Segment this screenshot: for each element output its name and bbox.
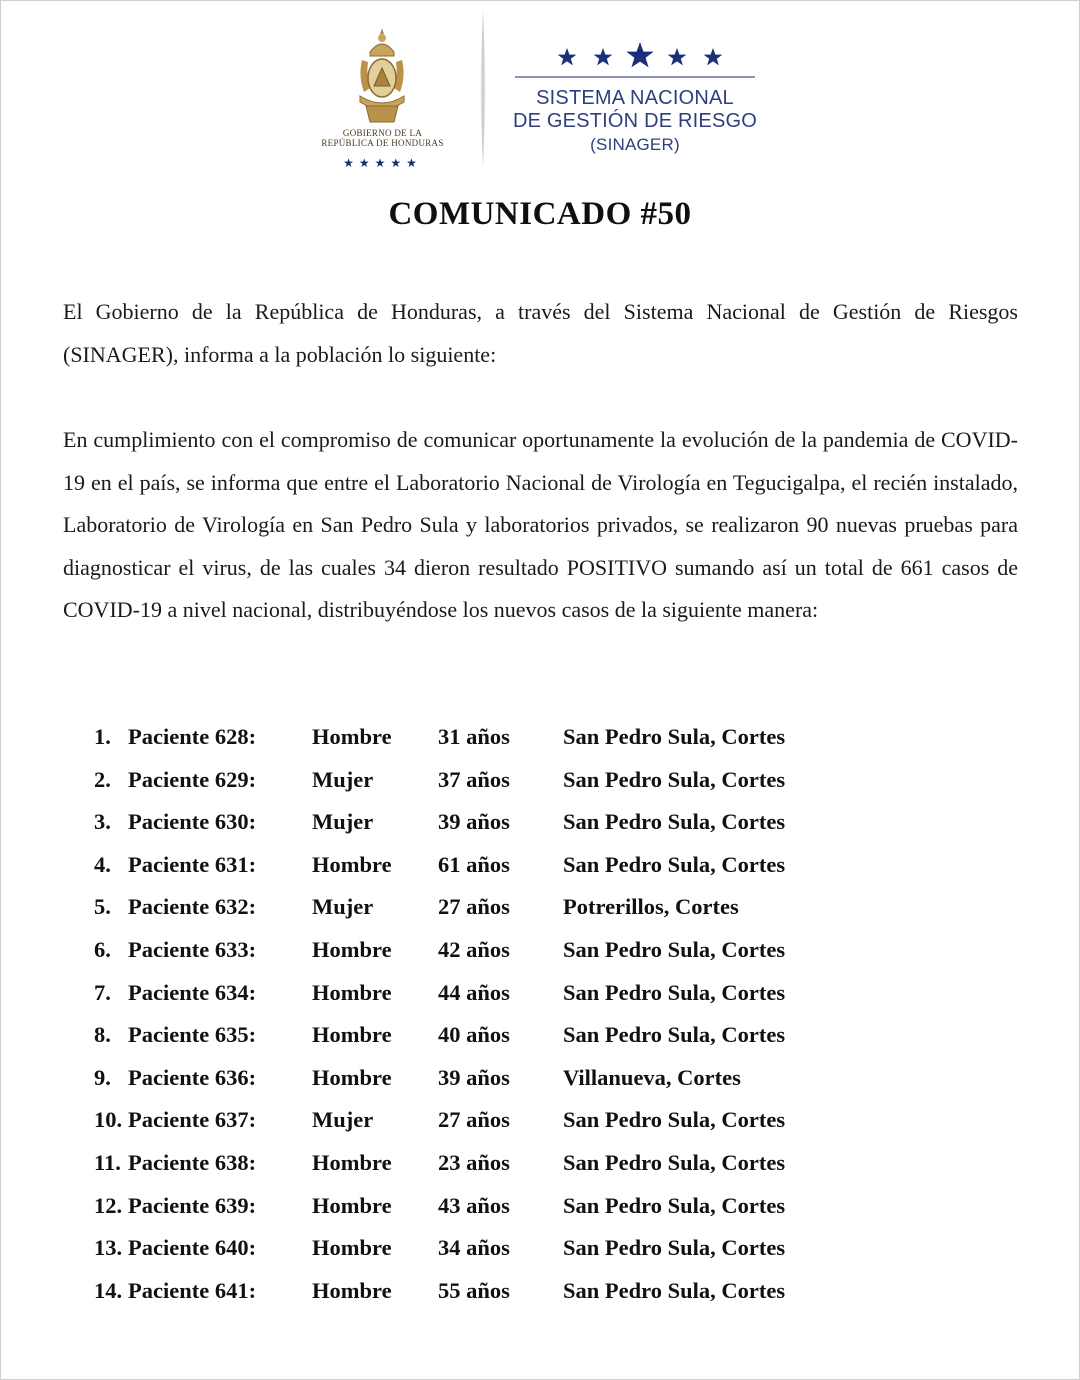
patient-number: 5. [94, 894, 111, 920]
patient-sex: Hombre [312, 1235, 392, 1261]
patient-location: San Pedro Sula, Cortes [563, 1149, 786, 1175]
list-item [0, 888, 1080, 931]
list-item [0, 1016, 1080, 1059]
patient-name: Paciente 638: [128, 1149, 257, 1175]
list-item [0, 931, 1080, 974]
patient-name: Paciente 641: [128, 1277, 257, 1303]
list-item [0, 1101, 1080, 1144]
patient-age: 39 años [438, 809, 510, 835]
government-name-line1: GOBIERNO DE LA [342, 128, 423, 138]
patient-location: San Pedro Sula, Cortes [563, 1277, 786, 1303]
patient-sex: Mujer [312, 1107, 374, 1133]
sinager-stars-icon [545, 38, 735, 72]
patient-location: Potrerillos, Cortes [563, 894, 739, 920]
patient-location: Villanueva, Cortes [563, 1064, 741, 1090]
sinager-name-line1: SISTEMA NACIONAL [536, 87, 734, 109]
list-item [0, 1059, 1080, 1102]
patient-age: 42 años [438, 936, 510, 962]
patient-age: 40 años [438, 1022, 510, 1048]
patient-sex: Mujer [312, 809, 374, 835]
patient-number: 3. [94, 809, 111, 835]
patient-name: Paciente 634: [128, 979, 257, 1005]
document-title: COMUNICADO #50 [388, 196, 692, 232]
patient-name: Paciente 640: [128, 1235, 257, 1261]
patient-name: Paciente 637: [128, 1107, 257, 1133]
coat-of-arms-icon [350, 26, 414, 126]
patient-sex: Hombre [312, 1022, 392, 1048]
patient-location: San Pedro Sula, Cortes [563, 936, 786, 962]
list-item [0, 974, 1080, 1017]
list-item [0, 718, 1080, 761]
patient-list [0, 718, 1080, 1314]
sinager-name-line2: DE GESTIÓN DE RIESGO [512, 110, 758, 132]
patient-location: San Pedro Sula, Cortes [563, 1192, 786, 1218]
body-paragraph: En cumplimiento con el compromiso de comunicar oportunamente la evolución de la pandemia de COVID-19 en el país, se informa que entre el Laboratorio Nacional de Virología en Tegucigalpa, el recién instalado, Laboratorio de Virología en San Pedro Sula y laboratorios privados, se realizaron 90 nuevas pruebas para diagnosticar el virus, de las cuales 34 dieron resultado POSITIVO sumando así un total de 661 casos de COVID-19 a nivel nacional, distribuyéndose los nuevos casos de la siguiente manera: [63, 427, 1018, 623]
patient-age: 39 años [438, 1064, 510, 1090]
patient-sex: Hombre [312, 724, 392, 749]
patient-location: San Pedro Sula, Cortes [563, 979, 786, 1005]
patient-age: 23 años [438, 1149, 510, 1175]
patient-location: San Pedro Sula, Cortes [563, 809, 786, 835]
patient-name: Paciente 629: [128, 766, 257, 792]
patient-age: 43 años [438, 1192, 510, 1218]
patient-name: Paciente 639: [128, 1192, 257, 1218]
patient-name: Paciente 632: [128, 894, 257, 920]
patient-number: 7. [94, 979, 111, 1005]
patient-number: 14. [94, 1277, 123, 1303]
intro-paragraph: El Gobierno de la República de Honduras, a través del Sistema Nacional de Gestión de Riesgos (SINAGER), informa a la población lo siguiente: [63, 299, 1018, 367]
patient-age: 61 años [438, 851, 510, 877]
header-divider [476, 10, 490, 168]
patient-name: Paciente 636: [128, 1064, 257, 1090]
patient-sex: Hombre [312, 936, 392, 962]
list-item [0, 846, 1080, 889]
patient-number: 13. [94, 1235, 123, 1261]
list-item [0, 761, 1080, 804]
patient-age: 44 años [438, 979, 510, 1005]
patient-name: Paciente 633: [128, 936, 257, 962]
patient-number: 6. [94, 936, 111, 962]
patient-location: San Pedro Sula, Cortes [563, 1235, 786, 1261]
patient-age: 34 años [438, 1235, 510, 1261]
list-item [0, 1187, 1080, 1230]
patient-location: San Pedro Sula, Cortes [563, 724, 786, 749]
patient-number: 4. [94, 851, 111, 877]
patient-location: San Pedro Sula, Cortes [563, 851, 786, 877]
list-item [0, 1272, 1080, 1315]
patient-sex: Hombre [312, 1277, 392, 1303]
patient-number: 8. [94, 1022, 111, 1048]
patient-sex: Mujer [312, 766, 374, 792]
patient-name: Paciente 628: [128, 724, 257, 749]
list-item [0, 1144, 1080, 1187]
patient-number: 10. [94, 1107, 123, 1133]
patient-number: 2. [94, 766, 111, 792]
sinager-rule [515, 76, 755, 78]
patient-age: 27 años [438, 894, 510, 920]
patient-number: 12. [94, 1192, 123, 1218]
government-logo [300, 22, 465, 170]
patient-sex: Hombre [312, 979, 392, 1005]
patient-location: San Pedro Sula, Cortes [563, 1107, 786, 1133]
patient-name: Paciente 631: [128, 851, 257, 877]
government-name-line2: REPÚBLICA DE HONDURAS [321, 138, 444, 148]
government-name [300, 128, 465, 148]
sinager-logo [505, 38, 765, 168]
sinager-acronym: (SINAGER) [590, 135, 680, 154]
patient-name: Paciente 635: [128, 1022, 257, 1048]
patient-name: Paciente 630: [128, 809, 257, 835]
patient-age: 37 años [438, 766, 510, 792]
patient-number: 1. [94, 724, 111, 749]
patient-number: 9. [94, 1064, 111, 1090]
government-stars-icon: ★★★★★ [343, 156, 422, 170]
patient-sex: Hombre [312, 1149, 392, 1175]
patient-age: 55 años [438, 1277, 510, 1303]
patient-age: 31 años [438, 724, 510, 749]
patient-sex: Mujer [312, 894, 374, 920]
patient-location: San Pedro Sula, Cortes [563, 1022, 786, 1048]
list-item [0, 803, 1080, 846]
patient-age: 27 años [438, 1107, 510, 1133]
patient-location: San Pedro Sula, Cortes [563, 766, 786, 792]
patient-number: 11. [94, 1149, 121, 1175]
letterhead [0, 0, 1080, 180]
patient-sex: Hombre [312, 1192, 392, 1218]
patient-sex: Hombre [312, 851, 392, 877]
patient-sex: Hombre [312, 1064, 392, 1090]
list-item [0, 1229, 1080, 1272]
